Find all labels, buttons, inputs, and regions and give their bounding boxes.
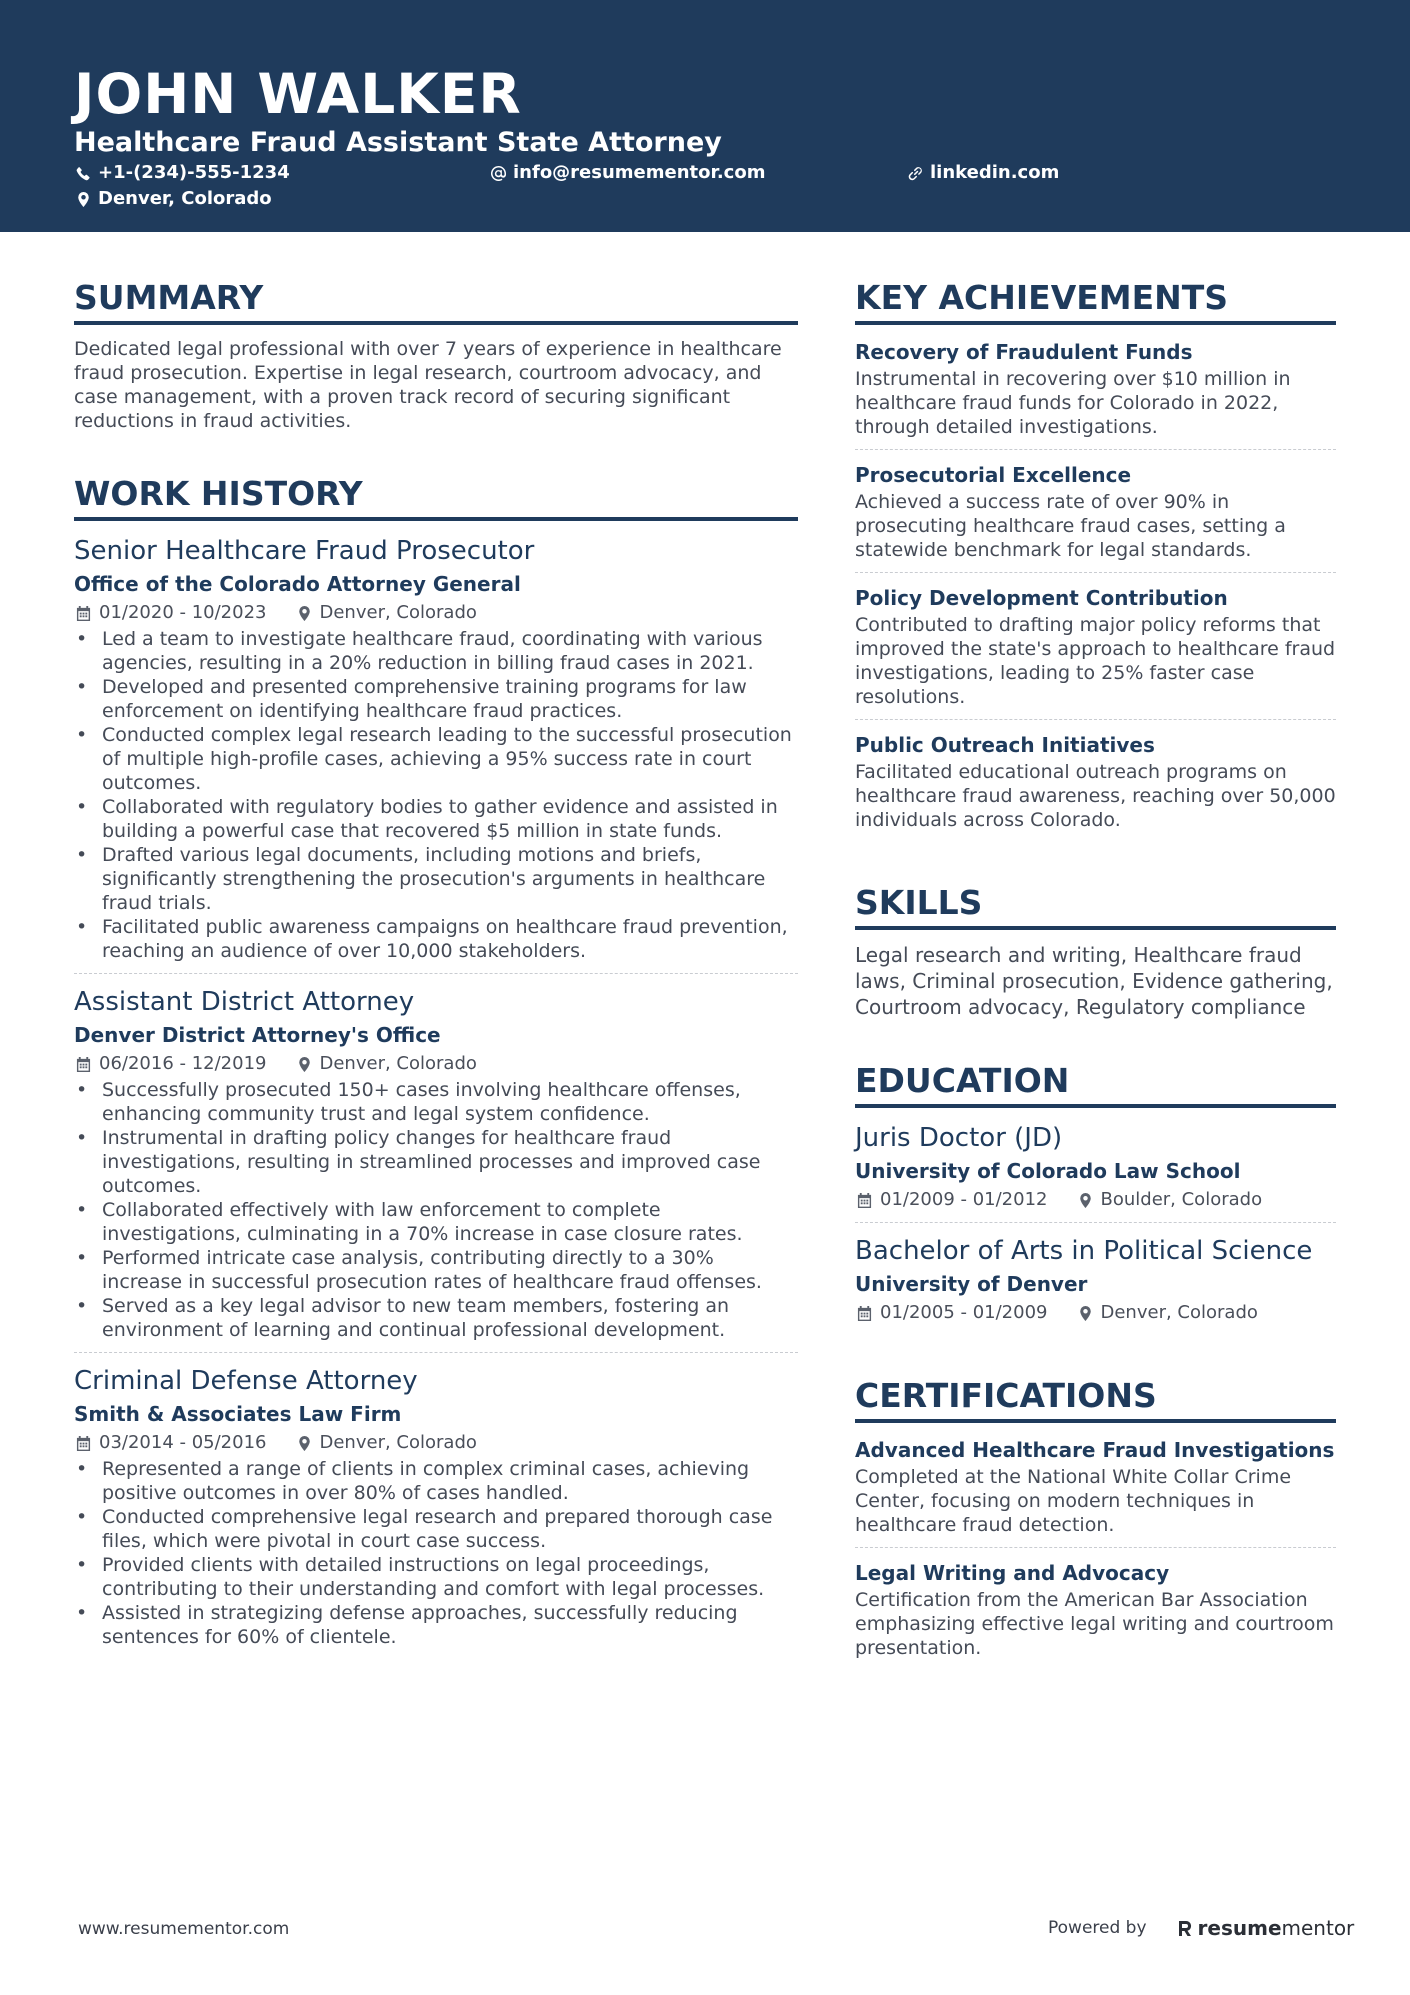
achievement-text: Facilitated educational outreach programs on healthcare fraud awareness, reaching over 50,000 individuals across Colorado. bbox=[855, 761, 1336, 831]
job-dates: 06/2016 - 12/2019 bbox=[99, 1053, 267, 1074]
link-icon bbox=[908, 166, 923, 181]
summary-text: Dedicated legal professional with over 7 years of experience in healthcare fraud prosecution. Expertise in legal research, courtroom advocacy, and case management, with a proven track record of securing significant reductions in fraud activities. bbox=[74, 338, 782, 432]
achievement-text: Achieved a success rate of over 90% in prosecuting healthcare fraud cases, setting a statewide benchmark for legal standards. bbox=[855, 491, 1286, 561]
job-bullet: • Provided clients with detailed instructions on legal proceedings, contributing to their understanding and comfort with legal processes. bbox=[74, 1553, 798, 1601]
job-bullet: • Collaborated with regulatory bodies to gather evidence and assisted in building a powerful case that recovered $5 million in state funds. bbox=[74, 795, 798, 843]
achievements-section bbox=[855, 275, 1336, 842]
job-location: Denver, Colorado bbox=[319, 1053, 477, 1074]
work-history-heading: WORK HISTORY bbox=[74, 471, 798, 521]
achievement-title: Policy Development Contribution bbox=[855, 586, 1228, 610]
job-location: Denver, Colorado bbox=[319, 602, 477, 623]
job-bullet: • Collaborated effectively with law enforcement to complete investigations, culminating in a 70% increase in case closure rates. bbox=[74, 1198, 798, 1246]
education-meta bbox=[855, 1299, 1336, 1327]
job-bullet: • Conducted comprehensive legal research and prepared thorough case files, which were pivotal in court case success. bbox=[74, 1505, 798, 1553]
map-pin-icon bbox=[297, 606, 312, 621]
powered-by-label: Powered by bbox=[1048, 1918, 1147, 1938]
education-location: Boulder, Colorado bbox=[1100, 1189, 1263, 1210]
location-text: Denver, Colorado bbox=[98, 188, 272, 209]
education-section bbox=[855, 1058, 1336, 1335]
education-meta bbox=[855, 1186, 1336, 1214]
certification-title: Advanced Healthcare Fraud Investigations bbox=[855, 1438, 1335, 1462]
job-bullet: • Assisted in strategizing defense approaches, successfully reducing sentences for 60% of clientele. bbox=[74, 1601, 798, 1649]
contact-linkedin[interactable] bbox=[908, 161, 1059, 185]
school-name: University of Colorado Law School bbox=[855, 1159, 1241, 1183]
brand-bold: resume bbox=[1197, 1916, 1282, 1940]
brand-logo[interactable] bbox=[1177, 1916, 1355, 1940]
education-item bbox=[855, 1233, 1336, 1335]
calendar-icon bbox=[76, 606, 91, 621]
achievement-text: Instrumental in recovering over $10 million in healthcare fraud funds for Colorado in 2022, through detailed investigations. bbox=[855, 368, 1291, 438]
contact-email[interactable] bbox=[491, 161, 765, 185]
education-dates: 01/2009 - 01/2012 bbox=[880, 1189, 1048, 1210]
job-bullet: • Drafted various legal documents, including motions and briefs, significantly strengthening the prosecution's arguments in healthcare fraud trials. bbox=[74, 843, 798, 915]
job-bullet: • Served as a key legal advisor to new team members, fostering an environment of learning and continual professional development. bbox=[74, 1294, 798, 1342]
job-bullet: • Successfully prosecuted 150+ cases involving healthcare offenses, enhancing community trust and legal system confidence. bbox=[74, 1078, 798, 1126]
right-column bbox=[855, 275, 1336, 1708]
phone-icon bbox=[76, 166, 91, 181]
education-location: Denver, Colorado bbox=[1100, 1302, 1258, 1323]
achievement-item bbox=[855, 583, 1336, 720]
certification-item bbox=[855, 1435, 1336, 1548]
job-entry bbox=[74, 533, 798, 974]
school-name: University of Denver bbox=[855, 1272, 1088, 1296]
linkedin-text: linkedin.com bbox=[930, 162, 1060, 183]
resumementor-logo-icon bbox=[1177, 1919, 1193, 1937]
summary-section bbox=[74, 275, 798, 433]
map-pin-icon bbox=[297, 1436, 312, 1451]
job-bullet: • Performed intricate case analysis, contributing directly to a 30% increase in successful prosecution rates of healthcare fraud offenses. bbox=[74, 1246, 798, 1294]
achievement-item bbox=[855, 337, 1336, 450]
footer-website[interactable]: www.resumementor.com bbox=[78, 1919, 290, 1939]
email-text: info@resumementor.com bbox=[513, 162, 766, 183]
skills-section bbox=[855, 880, 1336, 1020]
candidate-name: JOHN WALKER bbox=[74, 62, 522, 126]
certifications-section bbox=[855, 1373, 1336, 1670]
contact-phone[interactable] bbox=[76, 161, 290, 185]
job-bullets bbox=[74, 1078, 798, 1342]
certifications-heading: CERTIFICATIONS bbox=[855, 1373, 1336, 1423]
job-title: Senior Healthcare Fraud Prosecutor bbox=[74, 536, 535, 566]
job-meta bbox=[74, 1429, 798, 1457]
job-location: Denver, Colorado bbox=[319, 1432, 477, 1453]
contact-location bbox=[76, 187, 272, 211]
map-pin-icon bbox=[1078, 1306, 1093, 1321]
map-pin-icon bbox=[1078, 1193, 1093, 1208]
job-dates: 01/2020 - 10/2023 bbox=[99, 602, 267, 623]
map-pin-icon bbox=[76, 192, 91, 207]
job-title: Assistant District Attorney bbox=[74, 987, 415, 1017]
achievement-title: Public Outreach Initiatives bbox=[855, 733, 1155, 757]
candidate-title: Healthcare Fraud Assistant State Attorney bbox=[74, 127, 722, 158]
job-title: Criminal Defense Attorney bbox=[74, 1366, 418, 1396]
certification-item bbox=[855, 1558, 1336, 1670]
education-item bbox=[855, 1120, 1336, 1223]
degree-title: Juris Doctor (JD) bbox=[855, 1123, 1063, 1153]
resume-header bbox=[0, 0, 1410, 232]
degree-title: Bachelor of Arts in Political Science bbox=[855, 1236, 1313, 1266]
calendar-icon bbox=[76, 1436, 91, 1451]
job-entry bbox=[74, 984, 798, 1353]
achievement-title: Prosecutorial Excellence bbox=[855, 463, 1132, 487]
job-bullet: • Facilitated public awareness campaigns on healthcare fraud prevention, reaching an audience of over 10,000 stakeholders. bbox=[74, 915, 798, 963]
brand-light: mentor bbox=[1281, 1916, 1355, 1940]
company-name: Office of the Colorado Attorney General bbox=[74, 572, 521, 596]
work-history-section bbox=[74, 471, 798, 1659]
footer-powered-by bbox=[1048, 1916, 1354, 1940]
job-bullet: • Represented a range of clients in complex criminal cases, achieving positive outcomes in over 80% of cases handled. bbox=[74, 1457, 798, 1505]
calendar-icon bbox=[857, 1306, 872, 1321]
achievement-item bbox=[855, 730, 1336, 842]
job-dates: 03/2014 - 05/2016 bbox=[99, 1432, 267, 1453]
phone-text: +1-(234)-555-1234 bbox=[98, 162, 290, 183]
job-bullet: • Conducted complex legal research leading to the successful prosecution of multiple high-profile cases, achieving a 95% success rate in court outcomes. bbox=[74, 723, 798, 795]
achievement-title: Recovery of Fraudulent Funds bbox=[855, 340, 1193, 364]
skills-heading: SKILLS bbox=[855, 880, 1336, 930]
left-column bbox=[74, 275, 798, 1697]
achievement-item bbox=[855, 460, 1336, 573]
summary-heading: SUMMARY bbox=[74, 275, 798, 325]
company-name: Smith & Associates Law Firm bbox=[74, 1402, 402, 1426]
map-pin-icon bbox=[297, 1057, 312, 1072]
certification-title: Legal Writing and Advocacy bbox=[855, 1561, 1170, 1585]
calendar-icon bbox=[76, 1057, 91, 1072]
job-bullet: • Developed and presented comprehensive training programs for law enforcement on identifying healthcare fraud practices. bbox=[74, 675, 798, 723]
certification-text: Certification from the American Bar Association emphasizing effective legal writing and courtroom presentation. bbox=[855, 1589, 1334, 1659]
job-meta bbox=[74, 1050, 798, 1078]
company-name: Denver District Attorney's Office bbox=[74, 1023, 441, 1047]
job-meta bbox=[74, 599, 798, 627]
certification-text: Completed at the National White Collar Crime Center, focusing on modern techniques in healthcare fraud detection. bbox=[855, 1466, 1292, 1536]
job-entry bbox=[74, 1363, 798, 1659]
achievement-text: Contributed to drafting major policy reforms that improved the state's approach to healthcare fraud investigations, leading to 25% faster case resolutions. bbox=[855, 614, 1336, 708]
achievements-heading: KEY ACHIEVEMENTS bbox=[855, 275, 1336, 325]
job-bullets bbox=[74, 627, 798, 963]
skills-text: Legal research and writing, Healthcare fraud laws, Criminal prosecution, Evidence gathering, Courtroom advocacy, Regulatory compliance bbox=[855, 943, 1333, 1019]
education-dates: 01/2005 - 01/2009 bbox=[880, 1302, 1048, 1323]
job-bullets bbox=[74, 1457, 798, 1649]
job-bullet: • Instrumental in drafting policy changes for healthcare fraud investigations, resulting in streamlined processes and improved case outcomes. bbox=[74, 1126, 798, 1198]
job-bullet: • Led a team to investigate healthcare fraud, coordinating with various agencies, resulting in a 20% reduction in billing fraud cases in 2021. bbox=[74, 627, 798, 675]
education-heading: EDUCATION bbox=[855, 1058, 1336, 1108]
at-sign-icon bbox=[491, 166, 506, 181]
calendar-icon bbox=[857, 1193, 872, 1208]
